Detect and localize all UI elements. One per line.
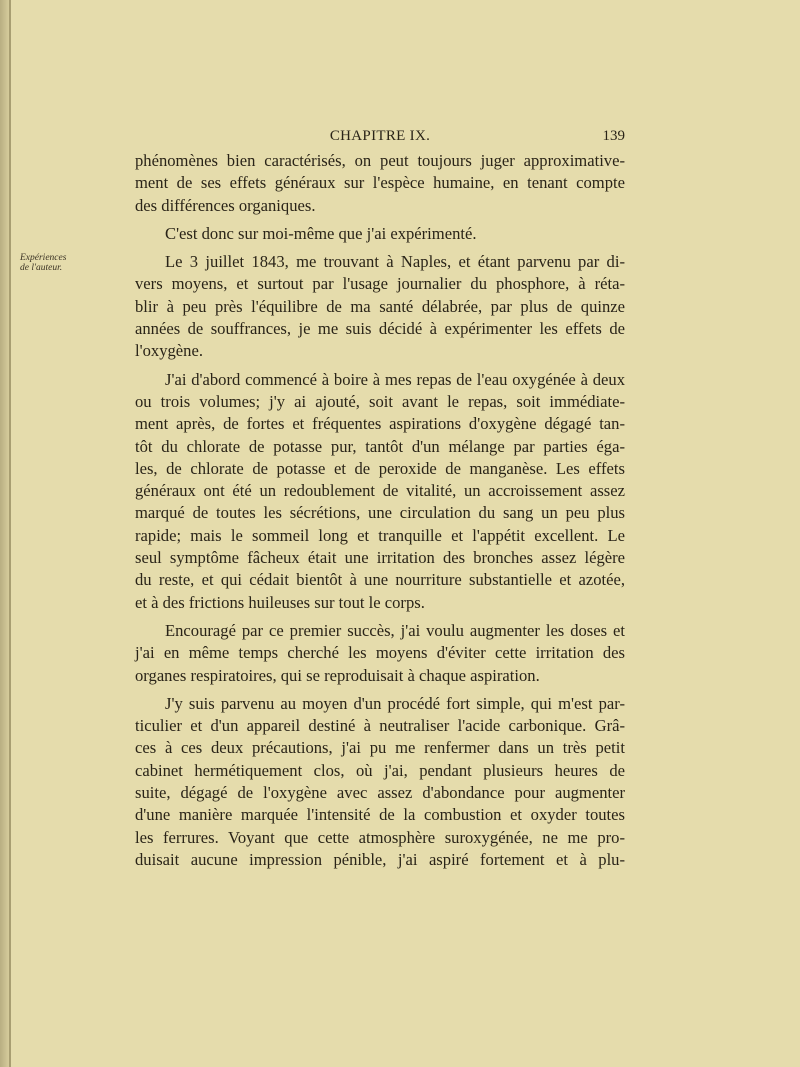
text-line: ou trois volumes; j'y ai ajouté, soit avant le repas, soit immédiate- (135, 391, 625, 411)
text-line: blir à peu près l'équilibre de ma santé délabrée, par plus de quinze (135, 296, 625, 316)
text-line: J'y suis parvenu au moyen d'un procédé fort simple, qui m'est par- (165, 693, 625, 713)
text-line: du reste, et qui cédait bientôt à une nourriture substantielle et azotée, (135, 570, 625, 590)
margin-note (20, 253, 66, 273)
paragraph (135, 150, 625, 217)
text-line: suite, dégagé de l'oxygène avec assez d'abondance pour augmenter (135, 783, 625, 803)
text-line: d'une manière marquée l'intensité de la combustion et oxyder toutes (135, 805, 625, 825)
text-line: seul symptôme fâcheux était une irritation des bronches assez légère (135, 548, 625, 568)
running-header (135, 128, 625, 150)
paragraph (135, 620, 625, 687)
text-line: J'ai d'abord commencé à boire à mes repas de l'eau oxygénée à deux (165, 369, 625, 389)
margin-note-line: de l'auteur. (20, 263, 63, 273)
page-number: 139 (602, 128, 625, 144)
text-line: les ferrures. Voyant que cette atmosphère suroxygénée, ne me pro- (135, 827, 625, 847)
text-line: ticulier et d'un appareil destiné à neutraliser l'acide carbonique. Grâ- (135, 716, 625, 736)
paragraph (135, 693, 625, 871)
paragraph (135, 369, 625, 614)
text-line: phénomènes bien caractérisés, on peut toujours juger approximative- (135, 151, 625, 170)
text-line: cabinet hermétiquement clos, où j'ai, pendant plusieurs heures de (135, 760, 625, 780)
chapter-title: CHAPITRE IX. (329, 128, 431, 144)
text-line: C'est donc sur moi-même que j'ai expérimenté. (165, 223, 477, 243)
text-line: organes respiratoires, qui se reproduisait à chaque aspiration. (135, 665, 540, 685)
text-line: années de souffrances, je me suis décidé à expérimenter les effets de (135, 319, 625, 339)
text-line: j'ai en même temps cherché les moyens d'éviter cette irritation des (135, 643, 625, 663)
text-line: ces à ces deux précautions, j'ai pu me renfermer dans un très petit (135, 738, 625, 758)
text-line: ment après, de fortes et fréquentes aspirations d'oxygène dégagé tan- (135, 414, 625, 434)
body-text (135, 150, 625, 871)
paragraph (135, 223, 625, 245)
text-line: ment de ses effets généraux sur l'espèce humaine, en tenant compte (135, 173, 625, 193)
text-line: les, de chlorate de potasse et de peroxide de manganèse. Les effets (135, 458, 625, 478)
paragraph (135, 251, 625, 362)
text-line: marqué de toutes les sécrétions, une circulation du sang un peu plus (135, 503, 625, 523)
text-line: duisait aucune impression pénible, j'ai aspiré fortement et à plu- (135, 849, 625, 869)
text-line: tôt du chlorate de potasse pur, tantôt d'un mélange par parties éga- (135, 436, 625, 456)
text-line: et à des frictions huileuses sur tout le corps. (135, 592, 425, 612)
margin-note-line: Expériences (20, 253, 67, 263)
text-line: vers moyens, et surtout par l'usage journalier du phosphore, à réta- (135, 274, 625, 294)
text-line: rapide; mais le sommeil long et tranquille et l'appétit excellent. Le (135, 525, 625, 545)
page-binding-edge (0, 0, 9, 1067)
text-line: l'oxygène. (135, 341, 203, 361)
text-line: des différences organiques. (135, 195, 316, 215)
page-binding-shadow (9, 0, 11, 1067)
text-line: Encouragé par ce premier succès, j'ai voulu augmenter les doses et (165, 620, 625, 640)
text-line: généraux ont été un redoublement de vitalité, un accroissement assez (135, 481, 625, 501)
text-line: Le 3 juillet 1843, me trouvant à Naples, et étant parvenu par di- (165, 252, 625, 272)
